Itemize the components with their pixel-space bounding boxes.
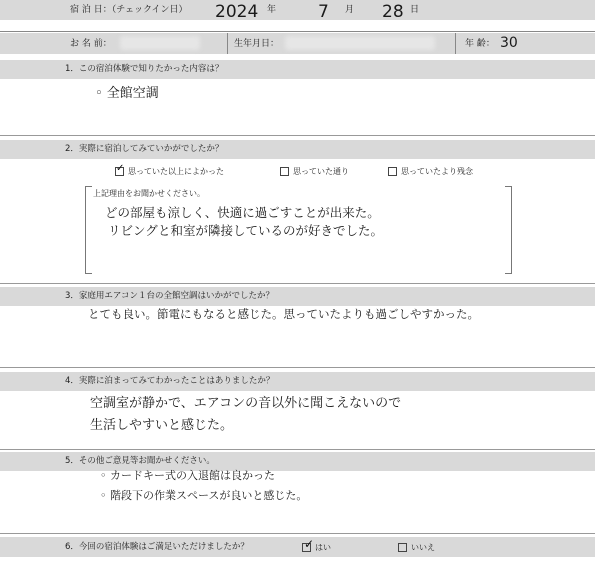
reason-box-right xyxy=(505,186,512,274)
name-redaction xyxy=(120,36,200,50)
q6-question: 6．今回の宿泊体験はご満足いただけましたか？ xyxy=(65,542,249,552)
q5-question: 5．その他ご意見等お聞かせください。 xyxy=(65,456,215,466)
q2-option-label: 思っていた通り xyxy=(293,167,349,176)
q6-option-no[interactable] xyxy=(398,542,435,553)
checkbox-icon xyxy=(280,167,289,176)
year-unit: 年 xyxy=(267,5,277,15)
day-value: 28 xyxy=(382,2,404,22)
q2-answer-line2: リビングと和室が隣接しているのが好きでした。 xyxy=(108,223,384,238)
checkbox-checked-icon: ✓ xyxy=(304,537,315,551)
q2-answer-line1: どの部屋も涼しく、快適に過ごすことが出来た。 xyxy=(105,205,380,220)
q4-answer-line1: 空調室が静かで、エアコンの音以外に聞こえないので xyxy=(90,396,402,411)
q5-answer-line2: ◦ 階段下の作業スペースが良いと感じた。 xyxy=(100,489,308,502)
checkbox-icon xyxy=(388,167,397,176)
q1-question: 1．この宿泊体験で知りたかった内容は？ xyxy=(65,64,224,74)
birth-label: 生年月日： xyxy=(234,39,280,49)
q6-yes-label: はい xyxy=(315,543,331,552)
q4-separator xyxy=(0,449,595,450)
stay-date-label: 宿 泊 日：（チェックイン日） xyxy=(70,5,188,15)
q6-option-yes[interactable] xyxy=(302,537,331,553)
q1-answer: ◦ 全館空調 xyxy=(95,86,159,101)
q2-option-label: 思っていたより残念 xyxy=(401,167,473,176)
q6-no-label: いいえ xyxy=(411,543,435,552)
name-label: お 名 前： xyxy=(70,39,112,49)
q3-separator xyxy=(0,367,595,368)
q5-separator xyxy=(0,533,595,534)
q2-option-better[interactable] xyxy=(115,163,224,177)
reason-box-left xyxy=(85,186,92,274)
birth-redaction xyxy=(285,36,435,50)
checkbox-icon xyxy=(398,543,407,552)
reason-label: 上記理由をお聞かせください。 xyxy=(93,189,205,198)
header-divider xyxy=(0,31,595,32)
age-value: 30 xyxy=(500,35,518,51)
day-unit: 日 xyxy=(410,5,420,15)
q4-question: 4．実際に泊まってみてわかったことはありましたか？ xyxy=(65,376,275,386)
q1-separator xyxy=(0,135,595,136)
checkbox-checked-icon: ✓ xyxy=(116,163,125,174)
name-birth-divider xyxy=(227,33,228,54)
q2-separator xyxy=(0,283,595,284)
year-value: 2024 xyxy=(215,2,259,22)
q3-answer: とても良い。節電にもなると感じた。思っていたよりも過ごしやすかった。 xyxy=(88,307,479,321)
q3-question: 3．家庭用エアコン１台の全館空調はいかがでしたか？ xyxy=(65,291,274,301)
month-unit: 月 xyxy=(345,5,355,15)
q2-option-label: 思っていた以上によかった xyxy=(128,167,224,176)
birth-age-divider xyxy=(455,33,456,54)
q4-answer-line2: 生活しやすいと感じた。 xyxy=(90,418,234,433)
q5-answer-line1: ◦ カードキー式の入退館は良かった xyxy=(100,469,275,482)
q2-option-expected[interactable] xyxy=(280,166,349,177)
month-value: 7 xyxy=(318,2,329,22)
age-label: 年 齢： xyxy=(465,39,495,49)
q2-option-worse[interactable] xyxy=(388,166,473,177)
q2-question: 2．実際に宿泊してみていかがでしたか？ xyxy=(65,144,224,154)
